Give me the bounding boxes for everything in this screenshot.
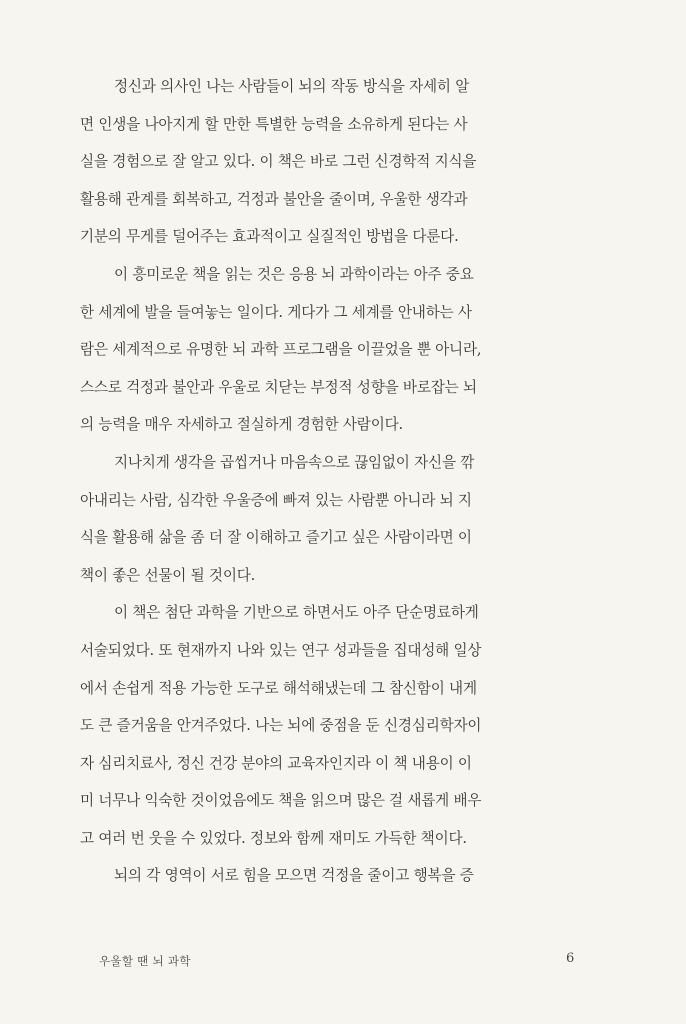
text-line: 고 여러 번 웃을 수 있었다. 정보와 함께 재미도 가득한 책이다.: [80, 829, 467, 847]
text-line: 스스로 걱정과 불안과 우울로 치닫는 부정적 성향을 바로잡는 뇌: [80, 378, 477, 396]
text-line: 뇌의 각 영역이 서로 힘을 모으면 걱정을 줄이고 행복을 증: [114, 867, 474, 885]
text-line: 서술되었다. 또 현재까지 나와 있는 연구 성과들을 집대성해 일상: [80, 641, 482, 659]
page-number: 6: [566, 951, 575, 966]
text-line: 아내리는 사람, 심각한 우울증에 빠져 있는 사람뿐 아니라 뇌 지: [80, 491, 472, 509]
text-line: 이 책은 첨단 과학을 기반으로 하면서도 아주 단순명료하게: [114, 604, 479, 622]
text-line: 이 흥미로운 책을 읽는 것은 응용 뇌 과학이라는 아주 중요: [114, 265, 474, 283]
text-line: 정신과 의사인 나는 사람들이 뇌의 작동 방식을 자세히 알: [114, 78, 470, 95]
text-line: 도 큰 즐거움을 안겨주었다. 나는 뇌에 중점을 둔 신경심리학자이: [80, 717, 482, 735]
text-line: 식을 활용해 삶을 좀 더 잘 이해하고 즐기고 싶은 사람이라면 이: [80, 529, 472, 547]
text-line: 미 너무나 익숙한 것이었음에도 책을 읽으며 많은 걸 새롭게 배우: [80, 792, 482, 810]
running-footer-title: 우울할 땐 뇌 과학: [99, 954, 191, 968]
text-line: 실을 경험으로 잘 알고 있다. 이 책은 바로 그런 신경학적 지식을: [80, 153, 477, 171]
text-line: 지나치게 생각을 곱씹거나 마음속으로 끊임없이 자신을 깎: [114, 453, 475, 471]
body-text: [80, 68, 600, 895]
text-line: 기분의 무게를 덜어주는 효과적이고 실질적인 방법을 다룬다.: [80, 228, 459, 246]
text-line: 의 능력을 매우 자세하고 절실하게 경험한 사람이다.: [80, 416, 403, 434]
text-line: 활용해 관계를 회복하고, 걱정과 불안을 줄이며, 우울한 생각과: [80, 190, 468, 208]
text-line: 한 세계에 발을 들여놓는 일이다. 게다가 그 세계를 안내하는 사: [80, 303, 472, 321]
text-line: 에서 손쉽게 적용 가능한 도구로 해석해냈는데 그 참신함이 내게: [80, 679, 477, 697]
text-line: 자 심리치료사, 정신 건강 분야의 교육자인지라 이 책 내용이 이: [80, 754, 472, 772]
text-line: 면 인생을 나아지게 할 만한 특별한 능력을 소유하게 된다는 사: [80, 115, 468, 133]
text-line: 람은 세계적으로 유명한 뇌 과학 프로그램을 이끌었을 뿐 아니라,: [80, 341, 482, 359]
text-line: 책이 좋은 선물이 될 것이다.: [80, 566, 256, 584]
